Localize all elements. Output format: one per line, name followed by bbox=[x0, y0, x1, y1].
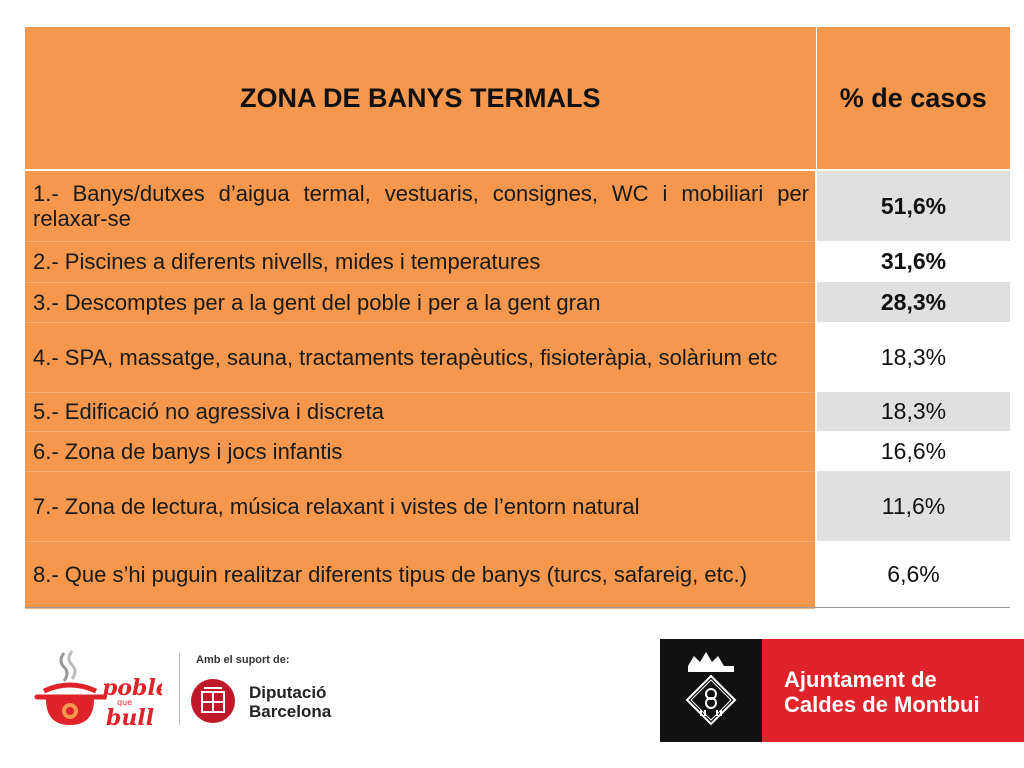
ajuntament-emblem bbox=[660, 639, 762, 742]
table-row bbox=[25, 322, 1010, 392]
diputacio-name bbox=[249, 683, 331, 721]
ajuntament-logo bbox=[660, 639, 1024, 742]
row-label: 2.- Piscines a diferents nivells, mides i temperatures bbox=[25, 241, 816, 282]
row-value: 51,6% bbox=[816, 170, 1010, 241]
table-row bbox=[25, 471, 1010, 541]
logo-word-poble: pobl bbox=[102, 675, 156, 701]
poble-que-bull-logo bbox=[32, 645, 162, 730]
table-row bbox=[25, 241, 1010, 282]
diputacio-emblem-icon bbox=[190, 678, 236, 724]
header-percent: % de casos bbox=[816, 27, 1010, 170]
footer-divider bbox=[179, 653, 180, 725]
table-row bbox=[25, 170, 1010, 241]
header-zone: ZONA DE BANYS TERMALS bbox=[25, 27, 816, 170]
row-value: 18,3% bbox=[816, 392, 1010, 431]
row-value: 16,6% bbox=[816, 431, 1010, 471]
row-label: 5.- Edificació no agressiva i discreta bbox=[25, 392, 816, 431]
row-value: 11,6% bbox=[816, 471, 1010, 541]
survey-table bbox=[25, 27, 1010, 608]
coat-of-arms-icon bbox=[676, 646, 746, 736]
diputacio-logo bbox=[190, 678, 236, 724]
table-row bbox=[25, 392, 1010, 431]
row-label: 3.- Descomptes per a la gent del poble i per a la gent gran bbox=[25, 282, 816, 322]
row-value: 6,6% bbox=[816, 541, 1010, 608]
support-text: Amb el suport de: bbox=[196, 654, 290, 666]
row-label: 6.- Zona de banys i jocs infantis bbox=[25, 431, 816, 471]
table-row bbox=[25, 431, 1010, 471]
row-label: 8.- Que s’hi puguin realitzar diferents tipus de banys (turcs, safareig, etc.) bbox=[25, 541, 816, 608]
logo-word-bull: bull bbox=[106, 705, 155, 730]
ajuntament-line1: Ajuntament de bbox=[784, 667, 937, 692]
row-label: 4.- SPA, massatge, sauna, tractaments terapèutics, fisioteràpia, solàrium etc bbox=[25, 322, 816, 392]
diputacio-line2: Barcelona bbox=[249, 702, 332, 721]
table-row bbox=[25, 282, 1010, 322]
ajuntament-name bbox=[762, 639, 1024, 742]
pot-icon bbox=[32, 645, 162, 730]
logo-word-que: que bbox=[117, 698, 133, 707]
row-label: 1.- Banys/dutxes d’aigua termal, vestuaris, consignes, WC i mobiliari per relaxar-se bbox=[25, 170, 816, 241]
row-value: 18,3% bbox=[816, 322, 1010, 392]
row-label: 7.- Zona de lectura, música relaxant i vistes de l’entorn natural bbox=[25, 471, 816, 541]
table-row bbox=[25, 541, 1010, 608]
row-value: 31,6% bbox=[816, 241, 1010, 282]
table-header-row bbox=[25, 27, 1010, 170]
ajuntament-line2: Caldes de Montbui bbox=[784, 692, 980, 717]
diputacio-line1: Diputació bbox=[249, 683, 327, 702]
row-value: 28,3% bbox=[816, 282, 1010, 322]
